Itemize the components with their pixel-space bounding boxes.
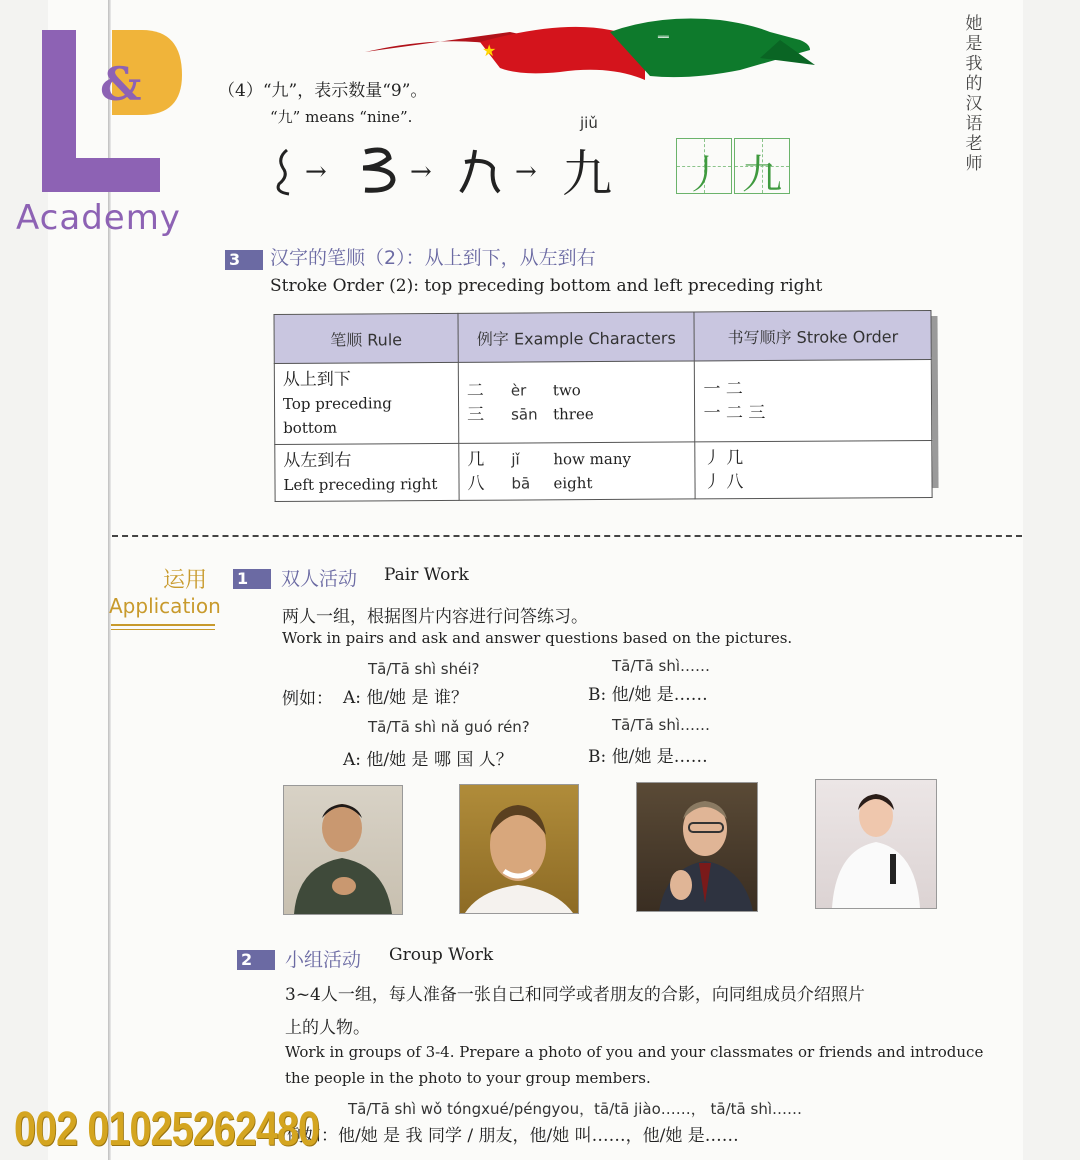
section-divider — [112, 535, 1022, 537]
jiu-modern-char: 九 — [562, 145, 612, 203]
q1-text: A: 他/她 是 谁？ — [343, 688, 468, 708]
stroke-order-seq: 一 二 三 — [703, 403, 766, 424]
photo-person-4 — [815, 779, 937, 909]
application-underline — [111, 624, 215, 626]
a2-text: B: 他/她 是…… — [588, 747, 708, 767]
a1-pinyin: Tā/Tā shì…… — [612, 657, 711, 675]
example-char: 几 — [467, 449, 485, 470]
group-instr-en-2: the people in the photo to your group members. — [285, 1069, 651, 1087]
svg-text:★: ★ — [482, 41, 497, 60]
practice-box-2 — [734, 138, 790, 198]
a1-text: B: 他/她 是…… — [588, 685, 708, 705]
rule-en: Left preceding right — [283, 475, 438, 494]
pair-work-badge: 1 — [233, 569, 271, 589]
application-label-en: Application — [109, 594, 221, 618]
stroke-order-seq: 丿 八 — [703, 472, 744, 493]
group-example-pinyin: Tā/Tā shì wǒ tóngxué/péngyou，tā/tā jiào……， tā/tā shì…… — [348, 1100, 802, 1118]
header-order: 书写顺序 Stroke Order — [694, 310, 931, 360]
pair-work-title-en: Pair Work — [384, 565, 469, 585]
stroke-order-table — [273, 310, 932, 494]
item4-en: “九” means “nine”. — [270, 108, 413, 126]
stroke-order-seq: 丿 几 — [703, 448, 744, 469]
example-meaning: three — [552, 405, 594, 424]
flags-ribbon — [360, 10, 820, 80]
group-work-badge: 2 — [237, 950, 275, 970]
table-row — [275, 440, 932, 501]
svg-text:→: → — [410, 157, 432, 187]
header-rule: 笔顺 Rule — [274, 313, 458, 363]
phone-watermark: 002 01025262480 — [14, 1103, 320, 1156]
practice-char-2: 九 — [742, 152, 782, 198]
practice-box-1 — [676, 138, 732, 198]
example-char: 八 — [467, 473, 485, 494]
group-instr-cn-2: 上的人物。 — [285, 1018, 370, 1038]
stroke-order-seq: 一 二 — [703, 379, 743, 400]
pair-instr-en: Work in pairs and ask and answer questions based on the pictures. — [282, 629, 793, 647]
q2-text: A: 他/她 是 哪 国 人？ — [343, 750, 513, 770]
rule-cn: 从左到右 — [283, 450, 352, 471]
academy-label: Academy — [16, 198, 181, 238]
pair-work-title-cn: 双人活动 — [281, 568, 358, 590]
ld-logo — [42, 30, 182, 200]
svg-text:→: → — [305, 157, 327, 187]
section3-badge: 3 — [225, 250, 263, 270]
header-examples: 例字 Example Characters — [458, 312, 695, 362]
example-pinyin: bā — [511, 474, 531, 493]
application-underline-2 — [111, 629, 215, 630]
rule-cn: 从上到下 — [282, 369, 351, 390]
a2-pinyin: Tā/Tā shì…… — [612, 716, 711, 734]
example-char: 三 — [466, 404, 485, 425]
jiu-pinyin: jiǔ — [580, 114, 598, 132]
example-meaning: how many — [553, 449, 631, 469]
application-label-cn: 运用 — [163, 568, 208, 593]
item4-cn: （4）“九”，表示数量“9”。 — [218, 81, 428, 101]
photo-person-3 — [636, 782, 758, 912]
table-row — [274, 359, 931, 444]
group-instr-en-1: Work in groups of 3-4. Prepare a photo of you and your classmates or friends and introduce — [285, 1043, 984, 1061]
group-work-title-cn: 小组活动 — [285, 949, 362, 971]
svg-text:&: & — [100, 57, 142, 111]
group-instr-cn-1: 3~4人一组，每人准备一张自己和同学或者朋友的合影，向同组成员介绍照片 — [285, 985, 865, 1005]
example-pinyin: èr — [510, 381, 527, 400]
example-char: 二 — [466, 380, 484, 401]
chapter-side-title: 她是我的汉语老师 — [965, 14, 983, 174]
example-meaning: two — [552, 381, 581, 400]
group-work-title-en: Group Work — [389, 945, 494, 965]
example-pinyin: jǐ — [511, 450, 520, 469]
photo-person-1 — [283, 785, 403, 915]
rule-en: Top preceding bottom — [282, 394, 392, 437]
example-pinyin: sān — [510, 405, 538, 424]
example-meaning: eight — [553, 474, 593, 493]
pair-instr-cn: 两人一组，根据图片内容进行问答练习。 — [282, 607, 588, 627]
photo-person-2 — [459, 784, 579, 914]
q2-pinyin: Tā/Tā shì nǎ guó rén? — [368, 718, 530, 736]
group-example-text: 例如：他/她 是 我 同学 / 朋友，他/她 叫……，他/她 是…… — [287, 1126, 739, 1146]
practice-char-1: 丿 — [684, 152, 724, 198]
table-header-row — [274, 310, 931, 363]
section3-title-cn: 汉字的笔顺（2）：从上到下，从左到右 — [270, 247, 596, 269]
q1-pinyin: Tā/Tā shì shéi? — [368, 660, 480, 678]
svg-text:→: → — [515, 157, 537, 187]
section3-title-en: Stroke Order (2): top preceding bottom and left preceding right — [270, 276, 823, 296]
svg-text:══: ══ — [658, 33, 669, 43]
example-label: 例如： — [282, 689, 333, 709]
